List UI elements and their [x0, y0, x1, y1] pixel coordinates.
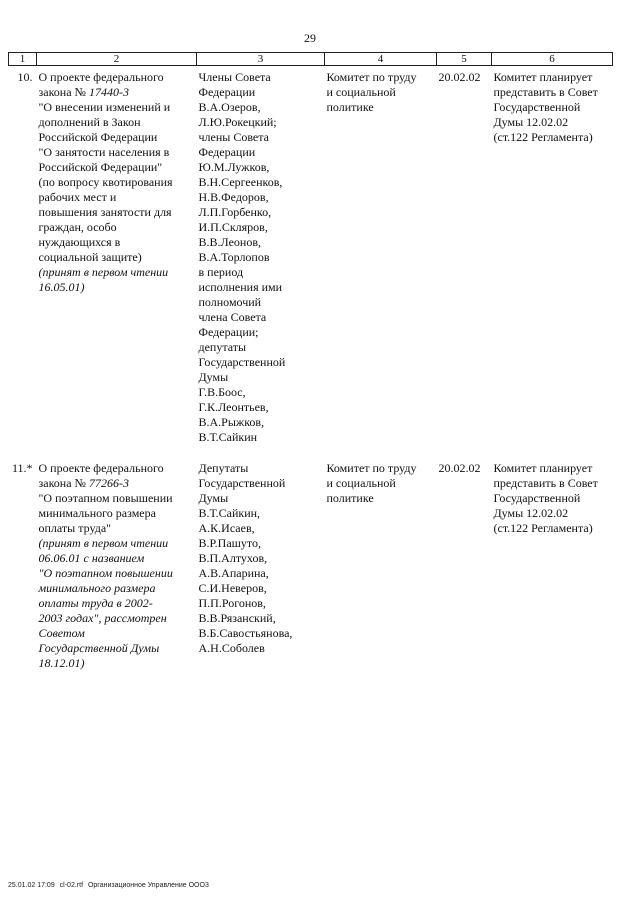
author-line: депутаты — [198, 340, 247, 354]
author-line: В.Р.Пашуто, — [198, 536, 261, 550]
subject-line: "О занятости населения в — [38, 145, 170, 159]
table-body — [9, 66, 613, 672]
subject-line: дополнений в Закон — [38, 115, 141, 129]
subject-line: рабочих мест и — [38, 190, 117, 204]
subject-line: социальной защите) — [38, 250, 142, 264]
committee-cell — [325, 457, 437, 671]
committee-line: и социальной — [326, 85, 396, 99]
author-line: А.В.Апарина, — [198, 566, 269, 580]
subject-line: граждан, особо — [38, 220, 117, 234]
committee-line: и социальной — [326, 476, 396, 490]
author-line: В.А.Торлопов — [198, 250, 270, 264]
subject-line: "О поэтапном повышении — [38, 566, 173, 580]
author-line: полномочий — [198, 295, 262, 309]
bill-number: 17440-3 — [88, 85, 129, 99]
row-spacer-cell — [9, 445, 613, 457]
plan-cell — [492, 66, 613, 446]
author-line: члены Совета — [198, 130, 269, 144]
plan-line: Комитет планирует — [493, 70, 593, 84]
author-line: В.Б.Савостьянова, — [198, 626, 293, 640]
plan-line: (ст.122 Регламента) — [493, 521, 593, 535]
plan-line: Государственной — [493, 491, 581, 505]
row-number: 10. — [17, 70, 33, 84]
author-line: Федерации — [198, 85, 256, 99]
author-line: Думы — [198, 370, 229, 384]
plan-line: представить в Совет — [493, 476, 598, 490]
subject-line: (принят в первом чтении — [38, 536, 169, 550]
author-line: В.В.Рязанский, — [198, 611, 276, 625]
column-header-1: 1 — [9, 53, 37, 66]
subject-line: минимального размера — [38, 506, 156, 520]
subject-line: нуждающихся в — [38, 235, 121, 249]
subject-line: Российской Федерации" — [38, 160, 163, 174]
subject-line: (принят в первом чтении — [38, 265, 169, 279]
author-line: В.В.Леонов, — [198, 235, 261, 249]
subject-line: О проекте федерального — [38, 70, 164, 84]
bill-number-line — [39, 476, 195, 491]
author-line: Л.Ю.Рокецкий; — [198, 115, 277, 129]
page-number: 29 — [304, 31, 316, 45]
author-line: Государственной — [198, 355, 286, 369]
plan-line: Государственной — [493, 100, 581, 114]
table-header — [9, 53, 613, 66]
committee-line: политике — [326, 100, 374, 114]
footer-department: Организационное Управление ООО3 — [87, 882, 209, 889]
author-line: Думы — [198, 491, 229, 505]
subject-line: О проекте федерального — [38, 461, 164, 475]
author-line: В.Т.Сайкин, — [198, 506, 261, 520]
footer-filename: cl-02.rtf — [59, 882, 84, 889]
author-line: В.А.Озеров, — [198, 100, 261, 114]
subject-line: минимального размера — [38, 581, 156, 595]
plan-line: Думы 12.02.02 — [493, 115, 569, 129]
author-line: Г.В.Боос, — [198, 385, 246, 399]
subject-line: Советом — [38, 626, 85, 640]
author-line: исполнения ими — [198, 280, 283, 294]
author-line: Н.В.Федоров, — [198, 190, 269, 204]
column-header-5: 5 — [437, 53, 492, 66]
table-row — [9, 66, 613, 446]
author-line: Депутаты — [198, 461, 249, 475]
author-line: В.П.Алтухов, — [198, 551, 268, 565]
author-line: в период — [198, 265, 244, 279]
column-header-3: 3 — [197, 53, 325, 66]
subject-line: 2003 годах", рассмотрен — [38, 611, 167, 625]
author-line: В.Т.Сайкин — [198, 430, 258, 444]
author-line: Члены Совета — [198, 70, 271, 84]
committee-line: Комитет по труду — [326, 70, 417, 84]
author-line: В.Н.Сергеенков, — [198, 175, 283, 189]
plan-line: Думы 12.02.02 — [493, 506, 569, 520]
author-line: С.И.Неверов, — [198, 581, 267, 595]
author-line: В.А.Рыжков, — [198, 415, 265, 429]
subject-line: 16.05.01) — [38, 280, 85, 294]
document-table — [8, 52, 613, 671]
row-spacer — [9, 445, 613, 457]
subject-line: оплаты труда в 2002- — [38, 596, 153, 610]
bill-number-line — [39, 85, 195, 100]
author-line: Государственной — [198, 476, 286, 490]
author-line: А.Н.Соболев — [198, 641, 265, 655]
subject-line: Российской Федерации — [38, 130, 158, 144]
date-cell: 20.02.02 — [438, 461, 481, 475]
plan-line: представить в Совет — [493, 85, 598, 99]
author-line: Г.К.Леонтьев, — [198, 400, 269, 414]
column-header-6: 6 — [492, 53, 613, 66]
subject-cell — [37, 66, 197, 446]
subject-cell — [37, 457, 197, 671]
footer-timestamp: 25.01.02 17:09 — [8, 882, 55, 889]
bill-number-prefix: закона № — [38, 85, 89, 99]
bill-number-prefix: закона № — [38, 476, 89, 490]
plan-line: Комитет планирует — [493, 461, 593, 475]
row-number: 11.* — [11, 461, 33, 475]
column-header-4: 4 — [325, 53, 437, 66]
author-line: Федерации; — [198, 325, 259, 339]
author-line: Ю.М.Лужков, — [198, 160, 270, 174]
subject-line: повышения занятости для — [38, 205, 172, 219]
authors-cell — [197, 457, 325, 671]
subject-line: "О поэтапном повышении — [38, 491, 173, 505]
plan-cell — [492, 457, 613, 671]
author-line: И.П.Скляров, — [198, 220, 268, 234]
committee-line: Комитет по труду — [326, 461, 417, 475]
subject-line: (по вопросу квотирования — [38, 175, 173, 189]
page-footer — [8, 882, 212, 889]
subject-line: Государственной Думы — [38, 641, 160, 655]
committee-cell — [325, 66, 437, 446]
plan-line: (ст.122 Регламента) — [493, 130, 593, 144]
subject-line: "О внесении изменений и — [38, 100, 171, 114]
subject-line: оплаты труда" — [38, 521, 112, 535]
committee-line: политике — [326, 491, 374, 505]
bill-number: 77266-3 — [88, 476, 129, 490]
date-cell: 20.02.02 — [438, 70, 481, 84]
subject-line: 18.12.01) — [38, 656, 85, 670]
column-header-2: 2 — [37, 53, 197, 66]
author-line: А.К.Исаев, — [198, 521, 255, 535]
subject-line: 06.06.01 с названием — [38, 551, 145, 565]
author-line: Федерации — [198, 145, 256, 159]
author-line: Л.П.Горбенко, — [198, 205, 272, 219]
author-line: члена Совета — [198, 310, 267, 324]
table-row — [9, 457, 613, 671]
author-line: П.П.Рогонов, — [198, 596, 266, 610]
authors-cell — [197, 66, 325, 446]
